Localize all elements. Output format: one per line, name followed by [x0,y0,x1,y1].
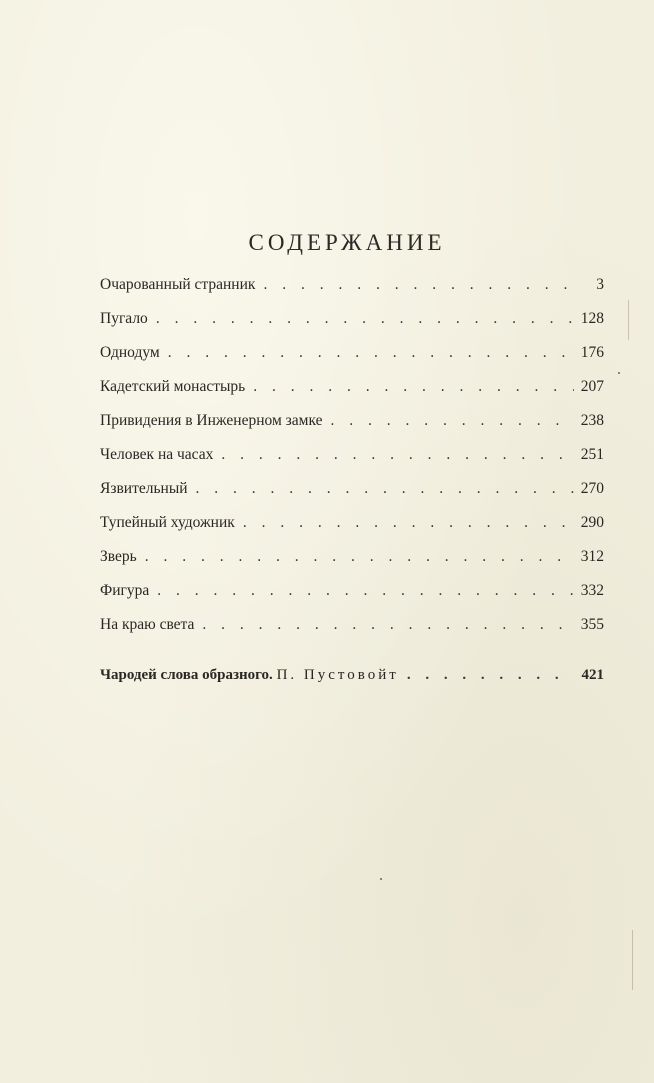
toc-entry[interactable] [100,574,604,608]
toc-entry-page: 207 [580,378,604,395]
toc-entry-page: 176 [580,344,604,361]
toc-entry[interactable] [100,336,604,370]
toc-entry-page: 290 [580,514,604,531]
toc-entry-title: Пугало [100,310,148,327]
toc-entry-page: 128 [580,310,604,327]
toc-entry-title: Привидения в Инженерном замке [100,412,323,429]
toc-entry-title: На краю света [100,616,195,633]
paper-speck [618,372,620,374]
paper-speck [380,878,382,880]
toc-entry-title: Фигура [100,582,150,599]
toc-entry-title: Однодум [100,344,160,361]
toc-entry[interactable] [100,370,604,404]
toc-appendix-page: 421 [581,667,604,683]
dot-leader [407,658,574,692]
toc-entry-page: 332 [580,582,604,599]
toc-entry-title: Тупейный художник [100,514,235,531]
paper-streak [632,930,633,990]
toc-entry[interactable] [100,608,604,642]
toc-appendix-entry[interactable] [100,658,604,692]
toc-entry-title: Кадетский монастырь [100,378,246,395]
toc-entry-page: 355 [580,616,604,633]
toc-entry-title: Человек на часах [100,446,214,463]
toc-entry[interactable] [100,438,604,472]
toc-entry[interactable] [100,472,604,506]
toc-entry-page: 251 [580,446,604,463]
appendix-author: П. Пустовойт [276,667,399,683]
toc-entry[interactable] [100,540,604,574]
dot-leader [330,404,574,438]
table-of-contents [100,268,604,692]
toc-entry-page: 3 [596,276,604,293]
dot-leader [221,438,574,472]
dot-leader [253,370,574,404]
toc-entry-page: 270 [580,480,604,497]
paper-streak [628,300,629,340]
dot-leader [202,608,574,642]
dot-leader [168,336,574,370]
dot-leader [156,302,574,336]
toc-entry[interactable] [100,302,604,336]
toc-entry-title: Язвительный [100,480,188,497]
dot-leader [196,472,574,506]
toc-entry-title: Очарованный странник [100,276,256,293]
toc-entry-page: 238 [580,412,604,429]
dot-leader [157,574,574,608]
dot-leader [243,506,574,540]
toc-entry-title: Зверь [100,548,137,565]
toc-entry-page: 312 [580,548,604,565]
toc-appendix-title [100,658,399,692]
toc-heading: СОДЕРЖАНИЕ [248,230,446,255]
toc-entry[interactable] [100,268,604,302]
appendix-title-text: Чародей слова образного. [100,667,273,683]
dot-leader [145,540,574,574]
dot-leader [263,268,574,302]
toc-entry[interactable] [100,404,604,438]
toc-entry[interactable] [100,506,604,540]
